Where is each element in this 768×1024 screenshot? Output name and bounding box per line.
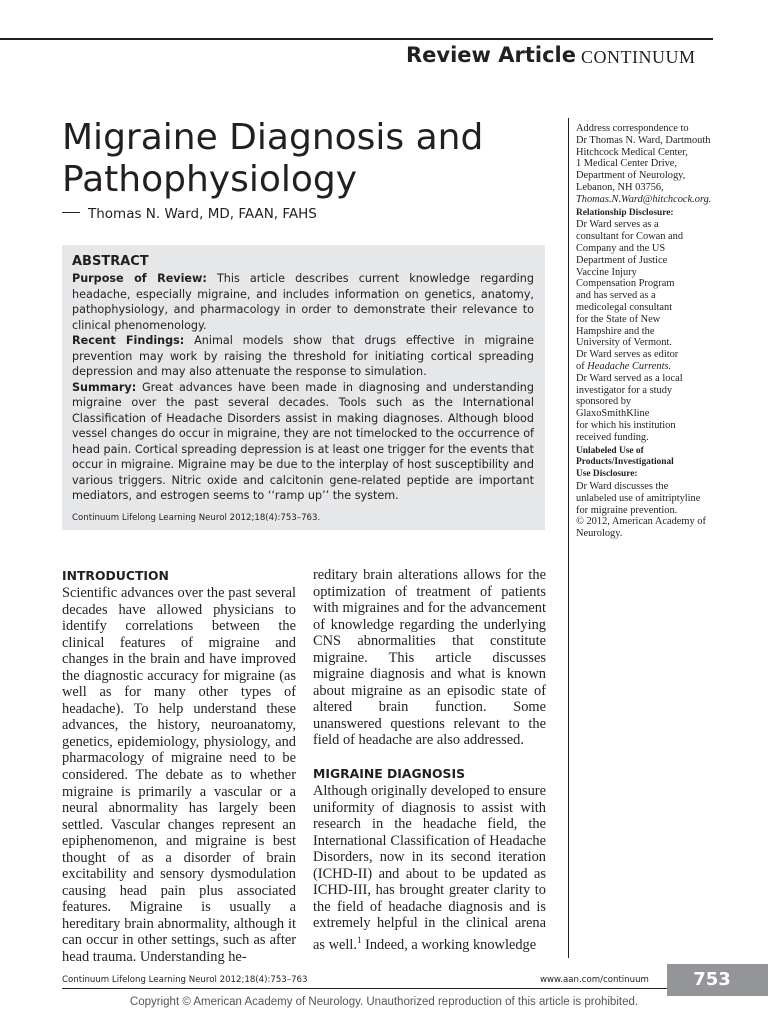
body-column-right [313, 567, 546, 953]
address-line: Address correspondence to [576, 123, 689, 134]
journal-brand: CONTINUUM [581, 47, 696, 67]
unlabeled-heading-line: Unlabeled Use of [576, 445, 644, 456]
purpose-text: This article describes current knowledge regarding headache, especially migraine, and includes information on genetics, anatomy, pathophysiology, and pharmacology in order to demonstrate their relevance to clinical phenomenology. [72, 272, 534, 332]
footer-rule [62, 988, 667, 989]
diagnosis-text-before: Although originally developed to ensure uniformity of diagnosis to assist with research in the headache field, the International Classification of Headache Disorders, now in its second iteration (ICHD-II) and about to be updated as ICHD-III, has brought greater clarity to the field of headache diagnosis and is extremely helpful in the clinical arena as well. [313, 783, 546, 953]
editor-prefix: of [576, 360, 588, 372]
disclosure-line: medicolegal consultant [576, 301, 673, 313]
article-title: Migraine Diagnosis and Pathophysiology [62, 117, 484, 200]
disclosure-line: Dr Ward serves as editor [576, 349, 679, 361]
address-line: Department of Neurology, [576, 170, 686, 182]
disclosure-line: for the State of New [576, 313, 661, 325]
email-link[interactable]: Thomas.N.Ward@hitchcock.org. [576, 193, 712, 205]
address-line: Lebanon, NH 03756, [576, 181, 664, 193]
address-line: Dr Thomas N. Ward, Dartmouth [576, 134, 711, 146]
unlabeled-heading-line: Use Disclosure: [576, 469, 638, 480]
author-line: Thomas N. Ward, MD, FAAN, FAHS [88, 206, 317, 222]
disclosure-line: for migraine prevention. [576, 504, 678, 516]
disclosure-line: received funding. [576, 431, 649, 443]
introduction-text-part2: reditary brain alterations allows for the optimization of treatment of patients with migraines and for the advancement of knowledge regarding the underlying CNS abnormalities that constitute migraine. This article discusses migraine diagnosis and what is known about migraine as an episodic state of altered brain function. Some unanswered questions relevant to the field of headache are also addressed. [313, 567, 546, 749]
unlabeled-use-disclosure [576, 446, 764, 540]
abstract-findings [72, 333, 534, 380]
abstract-summary [72, 380, 534, 504]
disclosure-line: Department of Justice [576, 254, 668, 266]
author-rule [62, 212, 80, 213]
disclosure-line: Company and the US [576, 242, 666, 254]
introduction-heading: INTRODUCTION [62, 568, 169, 583]
copyright-line: © 2012, American Academy of [576, 516, 706, 528]
relationship-heading: Relationship Disclosure: [576, 207, 674, 218]
findings-text: Animal models show that drugs effective in migraine prevention may work by raising the threshold for initiating cortical spreading depression and may also attenuate the response to simulation. [72, 334, 534, 378]
editor-journal: Headache Currents. [587, 360, 672, 372]
copyright-notice: Copyright © American Academy of Neurology. Unauthorized reproduction of this article is prohibited. [129, 996, 639, 1008]
abstract-body [72, 271, 534, 504]
disclosure-line: University of Vermont. [576, 337, 672, 349]
body-column-left [62, 567, 296, 966]
article-type-label: Review Article [406, 43, 576, 67]
abstract-citation: Continuum Lifelong Learning Neurol 2012;18(4):753–763. [72, 513, 321, 523]
disclosure-line: GlaxoSmithKline [576, 408, 650, 420]
migraine-diagnosis-text [313, 783, 546, 953]
disclosure-line: consultant for Cowan and [576, 231, 684, 243]
reference-1[interactable]: 1 [356, 934, 362, 945]
header-rule [0, 38, 713, 40]
disclosure-line: investigator for a study [576, 384, 673, 396]
summary-label: Summary: [72, 380, 137, 394]
disclosure-line: and has served as a [576, 290, 656, 302]
disclosure-line: unlabeled use of amitriptyline [576, 492, 701, 504]
unlabeled-heading-line: Products/Investigational [576, 457, 674, 468]
address-line: 1 Medical Center Drive, [576, 158, 677, 170]
introduction-text-part1: Scientific advances over the past several decades have allowed physicians to identify correlations between the clinical features of migraine and changes in the brain and have improved the diagnostic accuracy for migraine (as well as for many other types of headache). To help understand these advances, the history, neuroanatomy, genetics, epidemiology, physiology, and pharmacology of migraine need to be considered. The debate as to whether migraine is primarily a vascular or a neural abnormality has largely been settled. Vascular changes represent an epiphenomenon, and migraine is best thought of as a disorder of brain excitability and sensory dysmodulation causing head pain plus associated features. Migraine is usually a hereditary brain abnormality, although it can occur in other settings, such as after head trauma. Understanding he- [62, 585, 296, 966]
footer-url[interactable]: www.aan.com/continuum [540, 975, 649, 985]
disclosure-line: Dr Ward serves as a [576, 219, 659, 231]
purpose-label: Purpose of Review: [72, 272, 207, 285]
page-number: 753 [693, 969, 731, 990]
sidebar-divider [568, 118, 569, 958]
disclosure-line [576, 361, 764, 373]
sidebar-notes [576, 123, 764, 540]
summary-text: Great advances have been made in diagnosing and understanding migraine over the past several decades. Tools such as the International Classification of Headache Disorders assist in making diagnoses. Although blood vessel changes do occur in migraine, they are not timelocked to the occurrence of head pain. Cortical spreading depression is at least one trigger for the events that occur in migraine. Migraine may be due to the interplay of host susceptibility and various triggers. Nitric oxide and calcitonin gene-related peptide are important mediators, and estrogen seems to ‘‘ramp up’’ the system. [72, 380, 534, 502]
findings-label: Recent Findings: [72, 334, 185, 347]
relationship-disclosure [576, 208, 764, 444]
disclosure-line: Dr Ward discusses the [576, 480, 669, 492]
disclosure-line: Dr Ward served as a local [576, 372, 683, 384]
disclosure-line: sponsored by [576, 396, 632, 408]
migraine-diagnosis-heading: MIGRAINE DIAGNOSIS [313, 766, 466, 782]
disclosure-line: Hampshire and the [576, 325, 655, 337]
disclosure-line: Compensation Program [576, 278, 675, 290]
disclosure-line: Vaccine Injury [576, 266, 637, 278]
footer-citation: Continuum Lifelong Learning Neurol 2012;18(4):753–763 [62, 975, 308, 985]
diagnosis-text-after: Indeed, a working knowledge [361, 936, 537, 953]
disclosure-line: for which his institution [576, 419, 676, 431]
abstract-heading: ABSTRACT [72, 254, 149, 269]
address-block [576, 123, 764, 206]
abstract-purpose [72, 271, 534, 333]
address-line: Hitchcock Medical Center, [576, 146, 688, 158]
copyright-line: Neurology. [576, 528, 623, 540]
